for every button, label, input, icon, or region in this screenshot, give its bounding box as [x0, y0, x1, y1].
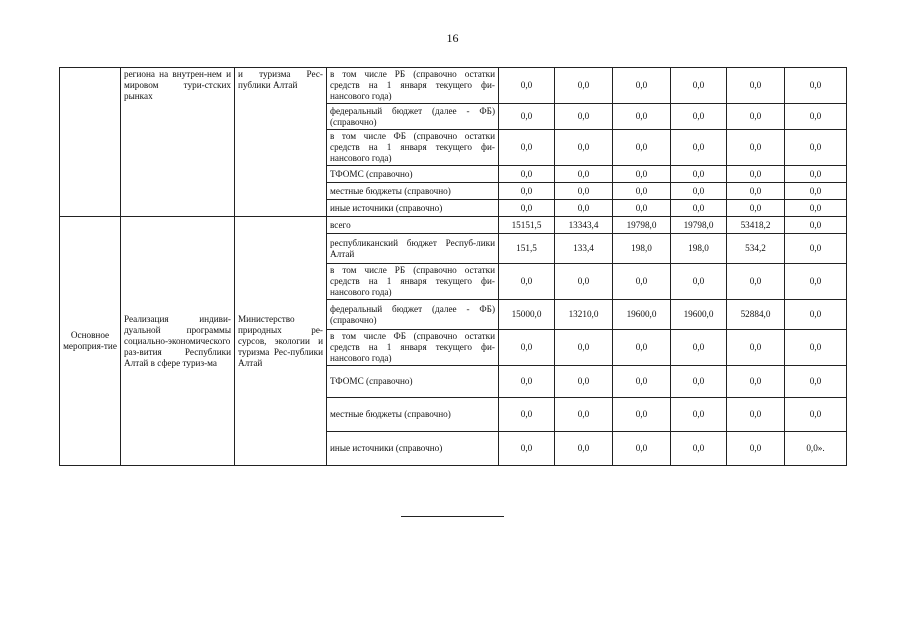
funding-source-cell: иные источники (справочно) — [327, 432, 499, 466]
value-cell: 0,0 — [499, 183, 555, 200]
funding-source-cell: в том числе ФБ (справочно остатки средств на 1 января текущего фи-нансового года) — [327, 130, 499, 166]
value-cell: 0,0 — [727, 330, 785, 366]
value-cell: 19798,0 — [671, 217, 727, 234]
value-cell: 0,0 — [613, 166, 671, 183]
value-cell: 0,0 — [499, 166, 555, 183]
value-cell: 0,0 — [499, 398, 555, 432]
value-cell: 13343,4 — [555, 217, 613, 234]
value-cell: 0,0 — [613, 130, 671, 166]
value-cell: 0,0 — [555, 104, 613, 130]
value-cell: 15000,0 — [499, 300, 555, 330]
value-cell: 0,0 — [727, 166, 785, 183]
value-cell: 0,0 — [555, 130, 613, 166]
value-cell: 0,0 — [785, 68, 847, 104]
value-cell: 0,0 — [499, 130, 555, 166]
value-cell: 0,0 — [671, 264, 727, 300]
funding-source-cell: федеральный бюджет (далее - ФБ) (справочно) — [327, 104, 499, 130]
value-cell: 0,0 — [671, 366, 727, 398]
value-cell: 0,0 — [785, 217, 847, 234]
value-cell: 0,0 — [555, 398, 613, 432]
value-cell: 0,0 — [613, 330, 671, 366]
value-cell: 0,0 — [499, 432, 555, 466]
value-cell: 0,0 — [555, 200, 613, 217]
value-cell: 0,0 — [499, 264, 555, 300]
funding-source-cell: ТФОМС (справочно) — [327, 166, 499, 183]
value-cell: 15151,5 — [499, 217, 555, 234]
measure-cell: Основное мероприя-тие — [60, 217, 121, 466]
value-cell: 0,0 — [671, 200, 727, 217]
value-cell: 0,0 — [785, 104, 847, 130]
page-number: 16 — [446, 31, 459, 45]
funding-source-cell: федеральный бюджет (далее - ФБ) (справочно) — [327, 300, 499, 330]
value-cell: 151,5 — [499, 234, 555, 264]
value-cell: 0,0 — [727, 200, 785, 217]
executor-cell: и туризма Рес-публики Алтай — [235, 68, 327, 217]
value-cell: 0,0 — [555, 183, 613, 200]
value-cell: 52884,0 — [727, 300, 785, 330]
measure-cell — [60, 68, 121, 217]
value-cell: 0,0 — [671, 398, 727, 432]
value-cell: 0,0 — [555, 264, 613, 300]
funding-source-cell: в том числе ФБ (справочно остатки средств на 1 января текущего фи-нансового года) — [327, 330, 499, 366]
funding-source-cell: местные бюджеты (справочно) — [327, 183, 499, 200]
value-cell: 0,0 — [785, 200, 847, 217]
value-cell: 0,0 — [613, 200, 671, 217]
funding-source-cell: республиканский бюджет Респуб-лики Алтай — [327, 234, 499, 264]
value-cell: 198,0 — [613, 234, 671, 264]
value-cell: 53418,2 — [727, 217, 785, 234]
executor-cell: Министерство природных ре-сурсов, экологии и туризма Рес-публики Алтай — [235, 217, 327, 466]
value-cell: 0,0 — [613, 398, 671, 432]
value-cell: 0,0 — [499, 330, 555, 366]
program-cell: региона на внутрен-нем и мировом тури-стских рынках — [121, 68, 235, 217]
value-cell: 0,0 — [671, 183, 727, 200]
value-cell: 0,0 — [785, 398, 847, 432]
value-cell: 0,0 — [613, 366, 671, 398]
table-row — [60, 217, 847, 234]
value-cell: 0,0 — [727, 68, 785, 104]
value-cell: 0,0 — [555, 330, 613, 366]
value-cell: 133,4 — [555, 234, 613, 264]
value-cell: 0,0 — [671, 130, 727, 166]
value-cell: 0,0 — [671, 330, 727, 366]
value-cell: 0,0 — [727, 183, 785, 200]
value-cell: 13210,0 — [555, 300, 613, 330]
value-cell: 19600,0 — [671, 300, 727, 330]
value-cell: 0,0 — [785, 166, 847, 183]
funding-source-cell: местные бюджеты (справочно) — [327, 398, 499, 432]
value-cell: 0,0 — [785, 183, 847, 200]
value-cell: 0,0 — [613, 68, 671, 104]
value-cell: 0,0 — [785, 130, 847, 166]
value-cell: 0,0 — [727, 398, 785, 432]
value-cell: 0,0 — [555, 166, 613, 183]
value-cell: 534,2 — [727, 234, 785, 264]
table-row — [60, 68, 847, 104]
value-cell: 0,0 — [727, 130, 785, 166]
value-cell: 0,0 — [727, 104, 785, 130]
value-cell: 198,0 — [671, 234, 727, 264]
value-cell: 0,0 — [785, 234, 847, 264]
value-cell: 19798,0 — [613, 217, 671, 234]
funding-source-cell: ТФОМС (справочно) — [327, 366, 499, 398]
value-cell: 0,0 — [727, 366, 785, 398]
funding-table — [59, 67, 847, 466]
value-cell: 0,0 — [555, 366, 613, 398]
value-cell: 0,0 — [785, 366, 847, 398]
value-cell: 0,0 — [785, 300, 847, 330]
value-cell: 0,0 — [499, 104, 555, 130]
value-cell: 0,0». — [785, 432, 847, 466]
value-cell: 0,0 — [727, 432, 785, 466]
value-cell: 0,0 — [785, 330, 847, 366]
value-cell: 0,0 — [499, 200, 555, 217]
footnote-divider — [401, 516, 504, 517]
value-cell: 0,0 — [555, 68, 613, 104]
value-cell: 0,0 — [785, 264, 847, 300]
funding-source-cell: всего — [327, 217, 499, 234]
value-cell: 0,0 — [499, 366, 555, 398]
funding-source-cell: в том числе РБ (справочно остатки средств на 1 января текущего фи-нансового года) — [327, 264, 499, 300]
funding-source-cell: в том числе РБ (справочно остатки средств на 1 января текущего фи-нансового года) — [327, 68, 499, 104]
value-cell: 0,0 — [727, 264, 785, 300]
value-cell: 0,0 — [613, 432, 671, 466]
value-cell: 0,0 — [671, 432, 727, 466]
program-cell: Реализация индиви-дуальной программы социально-экономического раз-вития Республики Алтай в сфере туриз-ма — [121, 217, 235, 466]
value-cell: 0,0 — [671, 166, 727, 183]
value-cell: 0,0 — [613, 183, 671, 200]
value-cell: 0,0 — [671, 104, 727, 130]
value-cell: 0,0 — [613, 104, 671, 130]
funding-source-cell: иные источники (справочно) — [327, 200, 499, 217]
value-cell: 0,0 — [671, 68, 727, 104]
value-cell: 0,0 — [613, 264, 671, 300]
value-cell: 0,0 — [555, 432, 613, 466]
value-cell: 19600,0 — [613, 300, 671, 330]
value-cell: 0,0 — [499, 68, 555, 104]
